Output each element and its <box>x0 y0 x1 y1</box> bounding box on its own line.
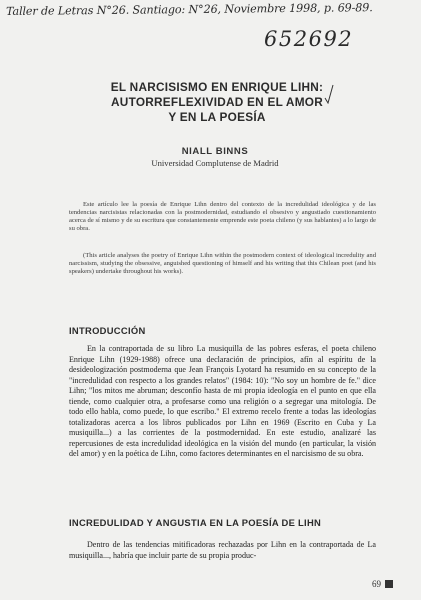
section-heading-introduction: INTRODUCCIÓN <box>69 325 146 336</box>
incredulity-paragraph: Dentro de las tendencias mitificadoras rechazadas por Lihn en la contraportada de La musiquilla..., habría que incluir parte de su propia produc- <box>69 540 376 560</box>
title-line: AUTORREFLEXIVIDAD EN EL AMOR <box>111 95 323 109</box>
introduction-paragraph: En la contraportada de su libro La musiquilla de las pobres esferas, el poeta chileno Enrique Lihn (1929-1988) ofrece una declaración de principios, afín al espíritu de la desideologización postmoderna que Jean François Lyotard ha resumido en su concepto de la "incredulidad con respecto a los grandes relatos" (1984: 10): "No soy un hombre de fe." dice Lihn; "los mitos me abruman; desconfío hasta de mi propia ideología en el punto en que ella tiende, como cualquier otra, a profesarse como una religión o a segregar una mitología. De todo ello habla, como puede, lo que escribo." El extremo recelo frente a todas las ideologías totalizadoras acerca a los libros publicados por Lihn en 1969 (Escrito en Cuba y La musiquilla...) a las corrientes de la postmodernidad. En este estudio, analizaré las repercusiones de esta incredulidad ideológica en la visión del mundo (en particular, la visión del amor) y en la poética de Lihn, como factores determinantes en el narcisismo de su obra. <box>69 344 376 458</box>
article-title <box>88 80 346 125</box>
handwritten-citation: Taller de Letras N°26. Santiago: N°26, Noviembre 1998, p. 69-89. <box>6 1 373 18</box>
handwritten-number: 652692 <box>264 27 354 51</box>
title-line: Y EN LA POESÍA <box>168 110 266 124</box>
page-marker-square <box>385 580 393 588</box>
author-affiliation: Universidad Complutense de Madrid <box>151 158 279 168</box>
section-heading-incredulity: INCREDULIDAD Y ANGUSTIA EN LA POESÍA DE LIHN <box>69 517 322 528</box>
author-name: NIALL BINNS <box>181 146 249 157</box>
title-line: EL NARCISISMO EN ENRIQUE LIHN: <box>110 80 324 94</box>
abstract-spanish: Este artículo lee la poesía de Enrique Lihn dentro del contexto de la incredulidad ideológica y de las tendencias narcisistas relacionadas con la postmodernidad, estudiando el obsesivo y angustiado cuestionamiento acerca de sí mismo y de su escritura que constantemente emprende este poeta chileno (y sus hablantes) a lo largo de su obra. <box>69 201 376 233</box>
page-number: 69 <box>372 579 381 589</box>
abstract-english: (This article analyses the poetry of Enrique Lihn within the postmodern context of ideological incredulity and narcissism, studying the obsessive, anguished questioning of himself and his writing that this Chilean poet (and his speakers) undertake throughout his works). <box>69 252 376 276</box>
